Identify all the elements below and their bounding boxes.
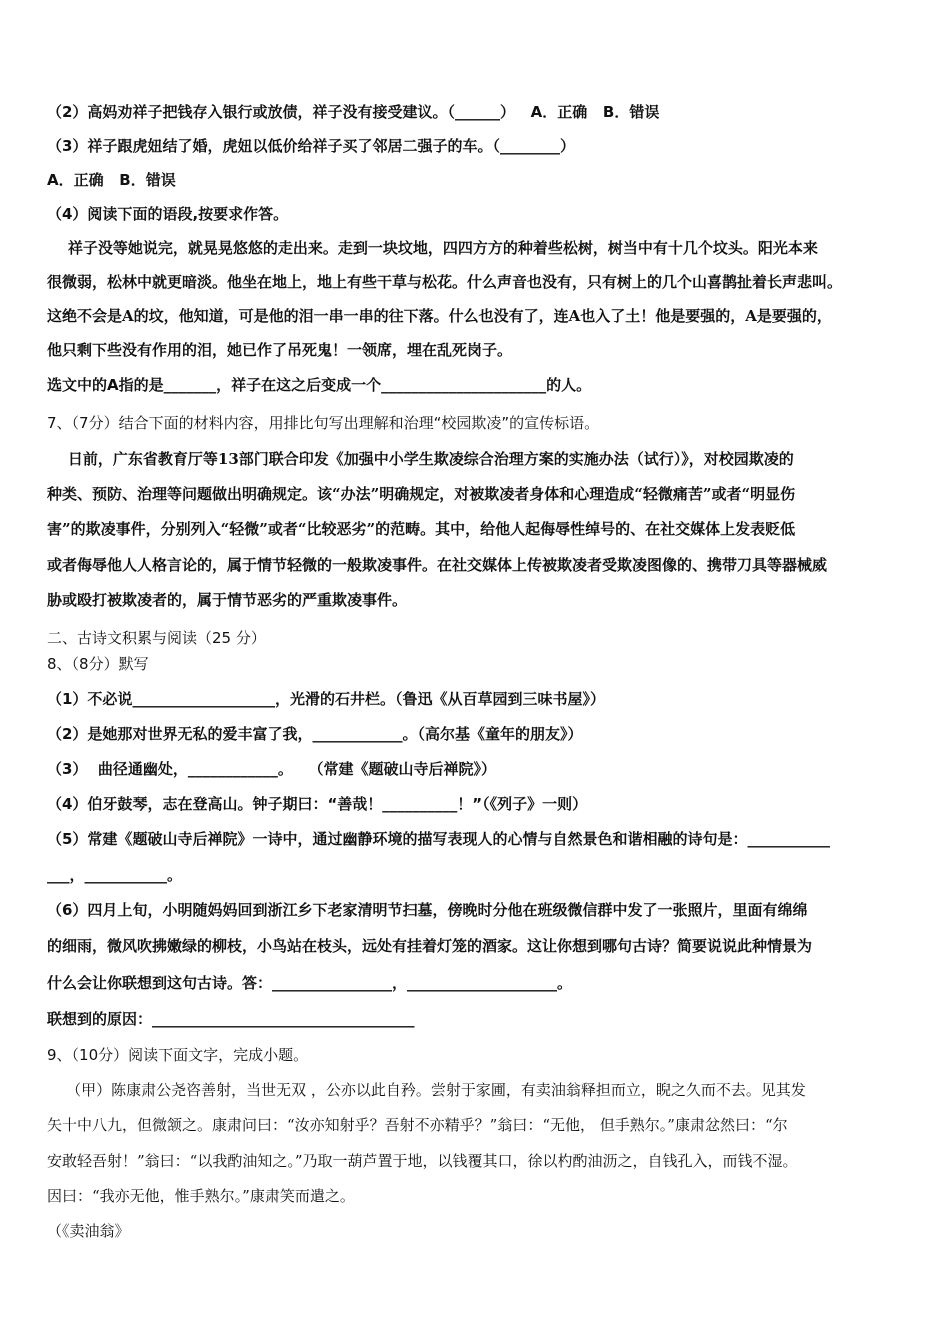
question-8-6-answer: 什么会让你联想到这句古诗。答：________________，____________________。 [47,974,573,992]
material-line: 胁或殴打被欺凌者的，属于情节恶劣的严重欺凌事件。 [47,591,408,609]
material-line: 或者侮辱他人人格言论的，属于情节轻微的一般欺凌事件。在社交媒体上传被欺凌者受欺凌图像的、携带刀具等器械威 [47,556,828,574]
question-6-3-options: A．正确 B．错误 [47,171,176,189]
material-line: 种类、预防、治理等问题做出明确规定。该“办法”明确规定，对被欺凌者身体和心理造成“轻微痛苦”或者“明显伤 [47,485,796,503]
question-6-3: （3）祥子跟虎妞结了婚，虎妞以低价给祥子买了邻居二强子的车。（________） [47,137,575,155]
material-line: 害”的欺凌事件，分别列入“轻微”或者“比较恶劣”的范畴。其中，给他人起侮辱性绰号的、在社交媒体上发表贬低 [47,520,796,538]
material-line: 日前，广东省教育厅等13部门联合印发《加强中小学生欺凌综合治理方案的实施办法（试行）》，对校园欺凌的 [47,450,794,468]
question-8-6-reason: 联想到的原因：___________________________________ [47,1010,415,1028]
question-8-6: （6）四月上旬，小明随妈妈回到浙江乡下老家清明节扫墓，傍晚时分他在班级微信群中发了一张照片，里面有绵绵 [47,901,808,919]
question-8-4: （4）伯牙鼓琴，志在登高山。钟子期曰：“善哉！__________！”（《列子》一则） [47,795,588,813]
question-6-4-prompt: 选文中的A指的是_______，祥子在这之后变成一个______________________的人。 [47,376,592,394]
question-8-title: 8、（8分）默写 [47,655,149,673]
question-8-3: （3） 曲径通幽处，____________。 （常建《题破山寺后禅院》） [47,760,497,778]
classical-text-line: 矢十中八九，但微颔之。康肃问曰：“汝亦知射乎？吾射不亦精乎？”翁曰：“无他， 但手熟尔。”康肃忿然曰：“尔 [47,1116,788,1134]
question-8-2: （2）是她那对世界无私的爱丰富了我，____________。（高尔基《童年的朋友》） [47,725,583,743]
classical-text-source: （《卖油翁》 [47,1222,130,1240]
question-6-4: （4）阅读下面的语段,按要求作答。 [47,205,289,223]
passage-line: 很微弱，松林中就更暗淡。他坐在地上，地上有些干草与松花。什么声音也没有，只有树上的几个山喜鹊扯着长声悲叫。 [47,273,843,291]
classical-text-line: （甲）陈康肃公尧咨善射，当世无双 ，公亦以此自矜。尝射于家圃，有卖油翁释担而立，睨之久而不去。见其发 [47,1081,806,1099]
question-8-6-cont: 的细雨，微风吹拂嫩绿的柳枝，小鸟站在枝头，远处有挂着灯笼的酒家。这让你想到哪句古诗？简要说说此种情景为 [47,937,813,955]
passage-line: 这绝不会是A的坟，他知道，可是他的泪一串一串的往下落。什么也没有了，连A也入了土！他是要强的，A是要强的， [47,307,832,325]
question-8-5: （5）常建《题破山寺后禅院》一诗中，通过幽静环境的描写表现人的心情与自然景色和谐相融的诗句是：___________ [47,830,830,848]
question-6-2: （2）高妈劝祥子把钱存入银行或放债，祥子没有接受建议。（______） A．正确 B．错误 [47,103,660,121]
question-8-1: （1）不必说___________________，光滑的石井栏。（鲁迅《从百草园到三味书屋》） [47,690,605,708]
classical-text-line: 因曰：“我亦无他，惟手熟尔。”康肃笑而遣之。 [47,1187,355,1205]
question-7-title: 7、（7分）结合下面的材料内容，用排比句写出理解和治理“校园欺凌”的宣传标语。 [47,414,600,432]
question-8-5-cont: ___，___________。 [47,866,183,884]
question-9-title: 9、（10分）阅读下面文字，完成小题。 [47,1046,309,1064]
classical-text-line: 安敢轻吾射！”翁曰：“以我酌油知之。”乃取一葫芦置于地，以钱覆其口，徐以杓酌油沥之，自钱孔入，而钱不湿。 [47,1152,798,1170]
passage-line: 祥子没等她说完，就晃晃悠悠的走出来。走到一块坟地，四四方方的种着些松树，树当中有十几个坟头。阳光本来 [47,239,818,257]
passage-line: 他只剩下些没有作用的泪，她已作了吊死鬼！一领席，埋在乱死岗子。 [47,341,513,359]
section-2-heading: 二、古诗文积累与阅读（25 分） [47,629,266,647]
